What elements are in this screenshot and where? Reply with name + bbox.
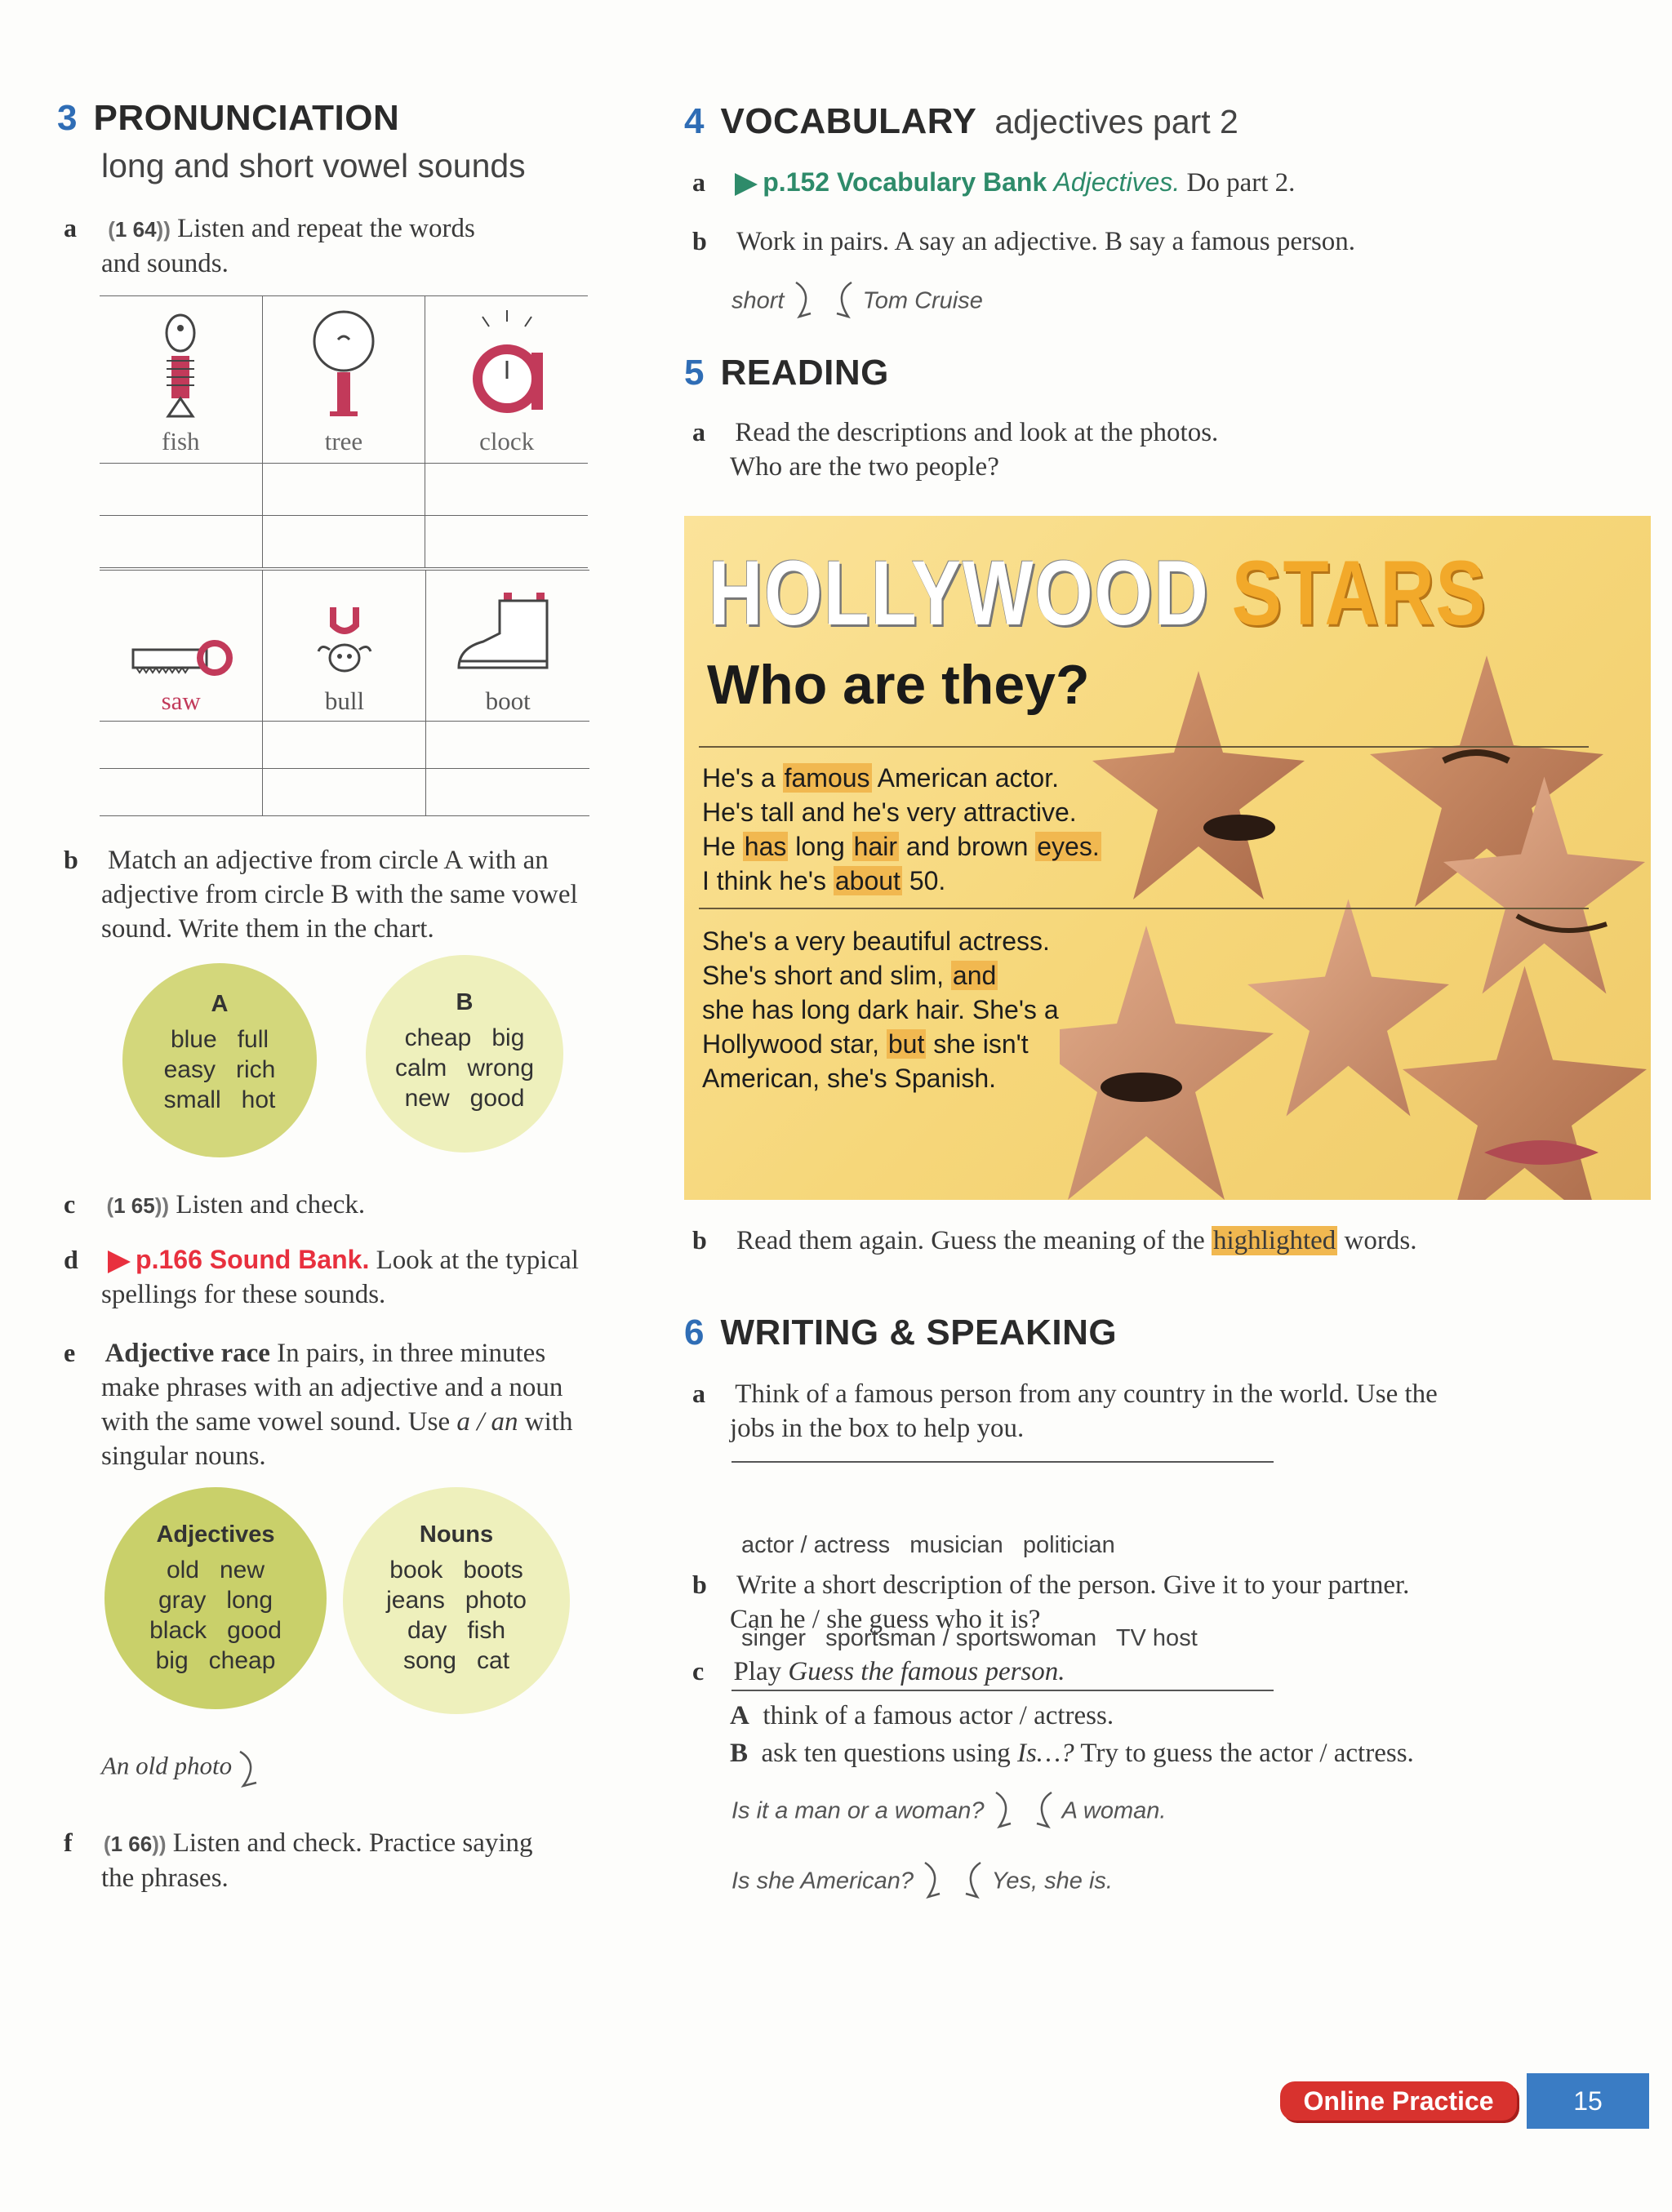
eye-icon (1101, 1073, 1182, 1102)
example-dialogue-4: short Tom Cruise (732, 278, 983, 326)
exercise-6a: a Think of a famous person from any country in the world. Use the jobs in the box to help you. (692, 1379, 1438, 1443)
speech-bubble-icon (791, 278, 820, 326)
audio-track-icon[interactable]: (1 64)) (108, 217, 171, 242)
sound-cell-tree (262, 296, 425, 463)
section-6-header: 6 WRITING & SPEAKING (684, 1313, 1118, 1353)
page-number: 15 (1527, 2073, 1649, 2129)
example-dialogue-6a: Is it a man or a woman? A woman. (732, 1788, 1166, 1837)
exercise-6b: b Write a short description of the person. Give it to your partner. Can he / she guess who it is? (692, 1570, 1410, 1634)
section-3-header (57, 98, 399, 139)
speech-bubble-icon (1027, 1788, 1056, 1837)
sound-cell-boot: boot (426, 571, 589, 721)
banner-title: HOLLYWOOD STARS (709, 542, 1487, 644)
description-2: She's a very beautiful actress. She's short and slim, and she has long dark hair. She's a Hollywood star, but she isn't American, she's Spanish. (702, 926, 1059, 1093)
speech-bubble-icon (991, 1788, 1021, 1837)
exercise-4b: b Work in pairs. A say an adjective. B say a famous person. (692, 226, 1356, 256)
sound-cell-saw: saw (100, 571, 263, 721)
speech-bubble-icon (920, 1858, 949, 1907)
section-5-header: 5 READING (684, 353, 889, 393)
bull-icon (312, 601, 377, 682)
audio-track-icon[interactable]: (1 66)) (103, 1832, 167, 1856)
word-tree: tree (324, 426, 363, 455)
banner-question: Who are they? (707, 654, 1090, 716)
audio-track-icon[interactable]: (1 65)) (106, 1193, 170, 1218)
reading-panel (684, 516, 1651, 1200)
jobs-box: actor / actress musician politician singer sportsman / sportswoman TV host (732, 1461, 1274, 1691)
online-practice-button[interactable]: Online Practice (1280, 2081, 1517, 2121)
description-1: He's a famous American actor. He's tall and he's very attractive. He has long hair and brown eyes. I think he's about 50. (702, 763, 1100, 895)
circle-b: B cheap big calm wrong new good (366, 955, 563, 1153)
fish-icon (152, 309, 209, 423)
exercise-3e: e Adjective race In pairs, in three minutes make phrases with an adjective and a noun with the same vowel sound. Use a / an with singular nouns. (64, 1338, 573, 1471)
exercise-5b: b Read them again. Guess the meaning of the highlighted words. (692, 1225, 1417, 1255)
exercise-4a: a p.152 Vocabulary Bank Adjectives. Do part 2. (692, 167, 1296, 198)
sound-cell-clock: clock (425, 296, 588, 463)
eye-icon (1203, 815, 1275, 841)
vowel-chart-top (100, 295, 588, 568)
vocabulary-bank-link[interactable]: p.152 Vocabulary Bank (735, 167, 1047, 197)
sound-cell-fish: fish (100, 296, 262, 463)
example-dialogue-6b: Is she American? Yes, she is. (732, 1858, 1113, 1907)
clock-icon (466, 309, 548, 423)
exercise-6c: c Play Guess the famous person. A think of a famous actor / actress. B ask ten questions using Is…? Try to guess the actor / actress. (692, 1656, 1414, 1768)
tree-icon (307, 309, 380, 423)
exercise-3b: b Match an adjective from circle A with an adjective from circle B with the same vowel sound. Write them in the chart. (64, 845, 578, 944)
exercise-5a: a Read the descriptions and look at the photos. Who are the two people? (692, 417, 1219, 482)
section-number: 3 (57, 98, 78, 138)
boot-icon (451, 584, 565, 682)
sound-bank-link[interactable]: p.166 Sound Bank. (108, 1245, 369, 1274)
exercise-3c: c (1 65)) Listen and check. (64, 1189, 366, 1219)
exercise-3a: a (1 64)) Listen and repeat the words and sounds. (64, 213, 475, 278)
example-bubble: An old photo (101, 1747, 268, 1796)
circle-adjectives: Adjectives old new gray long black good big cheap (104, 1487, 327, 1709)
exercise-3d: d p.166 Sound Bank. Look at the typical spellings for these sounds. (64, 1245, 579, 1309)
section-4-header: 4 VOCABULARY adjectives part 2 (684, 101, 1238, 141)
speech-bubble-icon (956, 1858, 985, 1907)
sound-cell-bull: bull (263, 571, 426, 721)
vowel-chart-bottom (100, 570, 589, 816)
section-subtitle: long and short vowel sounds (101, 147, 526, 184)
star-photo-collage (1060, 646, 1651, 1200)
exercise-3f: f (1 66)) Listen and check. Practice saying the phrases. (64, 1828, 533, 1893)
section-title: PRONUNCIATION (93, 98, 400, 138)
speech-bubble-icon (827, 278, 856, 326)
circle-a: A blue full easy rich small hot (122, 963, 317, 1157)
circle-nouns: Nouns book boots jeans photo day fish song cat (343, 1487, 570, 1714)
saw-icon (128, 617, 234, 682)
speech-bubble-icon (235, 1747, 268, 1796)
